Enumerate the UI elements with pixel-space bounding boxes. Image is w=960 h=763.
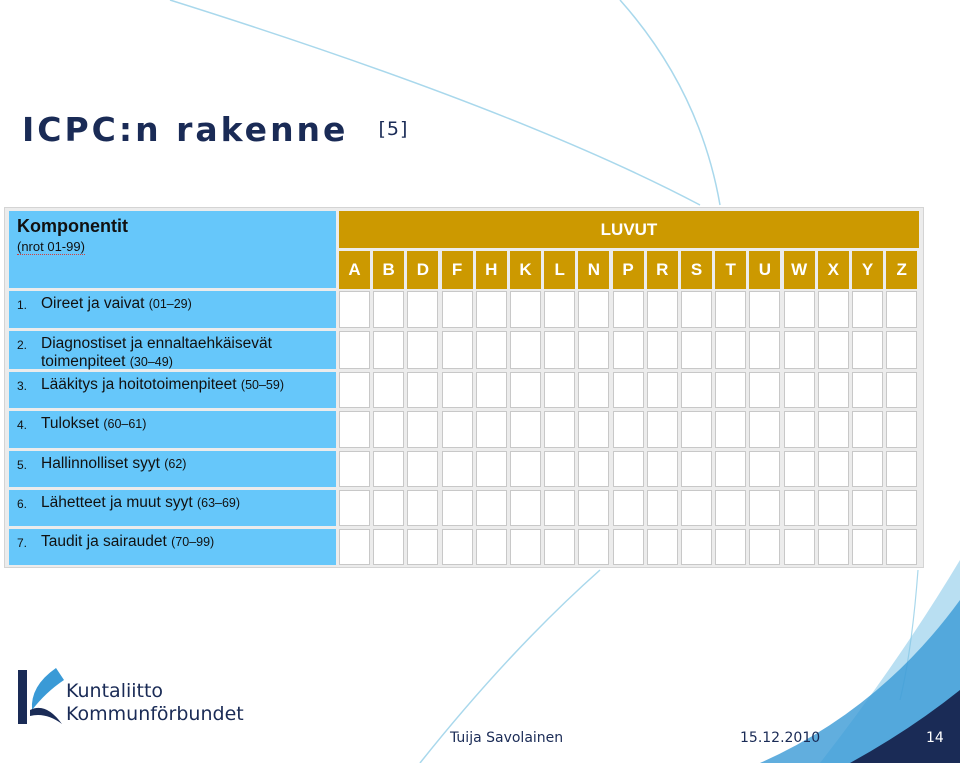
grid-cell xyxy=(749,372,780,408)
grid-cell xyxy=(544,372,575,408)
grid-cell xyxy=(339,291,370,328)
grid-cell xyxy=(715,490,746,526)
grid-cell xyxy=(339,529,370,565)
grid-cell xyxy=(476,372,507,408)
chapter-letter-r: R xyxy=(647,251,678,289)
chapter-letter-u: U xyxy=(749,251,780,289)
grid-cell xyxy=(442,291,473,328)
grid-cell xyxy=(715,529,746,565)
component-code-range: (70–99) xyxy=(171,535,215,549)
grid-cell xyxy=(407,331,438,369)
grid-cell xyxy=(749,411,780,448)
chapter-letter-z: Z xyxy=(886,251,917,289)
logo-text-line1: Kuntaliitto xyxy=(66,680,164,702)
component-label xyxy=(41,335,272,369)
grid-cell xyxy=(886,451,917,487)
grid-cell xyxy=(749,529,780,565)
grid-cell xyxy=(715,372,746,408)
grid-cell xyxy=(681,372,712,408)
grid-cell xyxy=(373,372,404,408)
component-row xyxy=(9,451,336,487)
grid-cell xyxy=(613,372,644,408)
chapter-letter-k: K xyxy=(510,251,541,289)
grid-cell xyxy=(578,529,609,565)
grid-cell xyxy=(784,372,815,408)
grid-cell xyxy=(818,411,849,448)
grid-cell xyxy=(613,291,644,328)
slide-title-text: ICPC:n rakenne xyxy=(22,110,349,149)
grid-cell xyxy=(681,291,712,328)
grid-cell xyxy=(681,490,712,526)
grid-cell xyxy=(647,490,678,526)
grid-cell xyxy=(339,411,370,448)
component-number: 2. xyxy=(17,338,28,352)
grid-cell xyxy=(544,451,575,487)
grid-cell xyxy=(852,331,883,369)
component-label xyxy=(41,494,240,526)
grid-cell xyxy=(852,291,883,328)
chapter-letter-f: F xyxy=(442,251,473,289)
component-label-line: toimenpiteet xyxy=(41,353,126,370)
component-label xyxy=(41,415,146,448)
grid-cell xyxy=(339,451,370,487)
grid-cell xyxy=(613,451,644,487)
grid-cell xyxy=(442,372,473,408)
component-row xyxy=(9,490,336,526)
grid-cell xyxy=(613,331,644,369)
grid-cell xyxy=(373,331,404,369)
grid-cell xyxy=(886,331,917,369)
grid-cell xyxy=(510,291,541,328)
grid-cell xyxy=(886,529,917,565)
grid-cell xyxy=(510,411,541,448)
grid-cell xyxy=(784,451,815,487)
grid-cell xyxy=(647,451,678,487)
component-number: 4. xyxy=(17,418,28,432)
component-code-range: (01–29) xyxy=(148,297,192,311)
grid-cell xyxy=(373,291,404,328)
logo-text-line2: Kommunförbundet xyxy=(66,703,244,725)
grid-cell xyxy=(818,490,849,526)
grid-cell xyxy=(510,331,541,369)
component-label-line: Taudit ja sairaudet xyxy=(41,533,167,550)
grid-cell xyxy=(613,411,644,448)
grid-cell xyxy=(339,490,370,526)
grid-cell xyxy=(442,331,473,369)
grid-cell xyxy=(852,451,883,487)
grid-cell xyxy=(681,529,712,565)
component-number: 5. xyxy=(17,458,28,472)
grid-cell xyxy=(715,411,746,448)
grid-cell xyxy=(647,331,678,369)
grid-cell xyxy=(715,331,746,369)
grid-cell xyxy=(407,529,438,565)
components-header-title: Komponentit xyxy=(17,216,128,236)
chapter-letter-s: S xyxy=(681,251,712,289)
grid-cell xyxy=(681,331,712,369)
component-label-line: Oireet ja vaivat xyxy=(41,295,145,312)
component-code-range: (63–69) xyxy=(196,496,241,510)
grid-cell xyxy=(544,331,575,369)
grid-cell xyxy=(886,372,917,408)
grid-cell xyxy=(852,529,883,565)
grid-cell xyxy=(476,291,507,328)
footer-date: 15.12.2010 xyxy=(740,730,821,746)
grid-cell xyxy=(510,529,541,565)
grid-cell xyxy=(476,490,507,526)
grid-cell xyxy=(749,331,780,369)
grid-cell xyxy=(647,411,678,448)
component-code-range: (62) xyxy=(164,457,187,471)
grid-cell xyxy=(818,451,849,487)
component-label xyxy=(41,455,186,487)
component-number: 6. xyxy=(17,497,28,511)
chapter-letter-x: X xyxy=(818,251,849,289)
component-code-range: (50–59) xyxy=(240,378,284,392)
grid-cell xyxy=(476,451,507,487)
grid-cell xyxy=(818,291,849,328)
chapter-letter-d: D xyxy=(407,251,438,289)
grid-cell xyxy=(442,529,473,565)
grid-cell xyxy=(578,291,609,328)
grid-cell xyxy=(749,291,780,328)
grid-cell xyxy=(373,411,404,448)
grid-cell xyxy=(578,451,609,487)
grid-cell xyxy=(784,411,815,448)
grid-cell xyxy=(544,411,575,448)
grid-cell xyxy=(373,529,404,565)
chapter-letter-w: W xyxy=(784,251,815,289)
grid-cell xyxy=(578,372,609,408)
grid-cell xyxy=(407,490,438,526)
component-number: 1. xyxy=(17,298,28,312)
component-label-line: Hallinnolliset syyt xyxy=(41,455,160,472)
grid-cell xyxy=(852,411,883,448)
grid-cell xyxy=(578,331,609,369)
chapter-letter-l: L xyxy=(544,251,575,289)
grid-cell xyxy=(373,490,404,526)
component-code-range: (60–61) xyxy=(103,417,147,431)
component-code-range: (30–49) xyxy=(129,355,173,369)
grid-cell xyxy=(681,411,712,448)
grid-cell xyxy=(510,490,541,526)
chapter-letter-y: Y xyxy=(852,251,883,289)
grid-cell xyxy=(339,372,370,408)
components-header-subtitle xyxy=(17,239,328,254)
grid-cell xyxy=(442,451,473,487)
grid-cell xyxy=(578,490,609,526)
slide-title xyxy=(22,110,408,149)
grid-cell xyxy=(647,529,678,565)
chapter-letter-t: T xyxy=(715,251,746,289)
grid-cell xyxy=(681,451,712,487)
grid-cell xyxy=(647,291,678,328)
component-label-line: Tulokset xyxy=(41,415,100,432)
component-number: 3. xyxy=(17,379,28,393)
chapter-letter-a: A xyxy=(339,251,370,289)
grid-cell xyxy=(818,331,849,369)
chapter-letter-p: P xyxy=(613,251,644,289)
grid-cell xyxy=(613,490,644,526)
component-label-line: Lähetteet ja muut syyt xyxy=(41,494,193,511)
grid-cell xyxy=(886,291,917,328)
grid-cell xyxy=(544,291,575,328)
grid-cell xyxy=(647,372,678,408)
grid-cell xyxy=(476,331,507,369)
component-row xyxy=(9,411,336,448)
component-row xyxy=(9,372,336,408)
grid-cell xyxy=(544,490,575,526)
chapter-letter-b: B xyxy=(373,251,404,289)
grid-cell xyxy=(784,331,815,369)
components-header xyxy=(9,211,336,288)
grid-cell xyxy=(407,291,438,328)
grid-cell xyxy=(715,451,746,487)
grid-cell xyxy=(749,490,780,526)
grid-cell xyxy=(476,411,507,448)
grid-cell xyxy=(442,490,473,526)
component-row xyxy=(9,529,336,565)
grid-cell xyxy=(818,372,849,408)
grid-cell xyxy=(784,490,815,526)
grid-cell xyxy=(784,291,815,328)
grid-cell xyxy=(749,451,780,487)
grid-cell xyxy=(407,411,438,448)
grid-cell xyxy=(510,372,541,408)
component-label xyxy=(41,376,284,408)
grid-cell xyxy=(544,529,575,565)
grid-cell xyxy=(852,490,883,526)
grid-cell xyxy=(613,529,644,565)
component-label xyxy=(41,533,214,565)
component-row xyxy=(9,291,336,328)
component-label-line: Lääkitys ja hoitotoimenpiteet xyxy=(41,376,237,393)
grid-cell xyxy=(784,529,815,565)
components-header-range: (nrot 01-99) xyxy=(17,239,85,254)
grid-cell xyxy=(852,372,883,408)
grid-cell xyxy=(886,490,917,526)
grid-cell xyxy=(407,451,438,487)
component-label-line: Diagnostiset ja ennaltaehkäisevät xyxy=(41,335,272,352)
component-label xyxy=(41,295,192,328)
grid-cell xyxy=(476,529,507,565)
grid-cell xyxy=(715,291,746,328)
grid-cell xyxy=(373,451,404,487)
grid-cell xyxy=(339,331,370,369)
slide-reference: [5] xyxy=(378,118,409,140)
page-number: 14 xyxy=(926,730,944,746)
component-row xyxy=(9,331,336,369)
footer-author: Tuija Savolainen xyxy=(450,730,564,746)
grid-cell xyxy=(442,411,473,448)
grid-cell xyxy=(510,451,541,487)
luvut-header: LUVUT xyxy=(339,211,919,248)
grid-cell xyxy=(407,372,438,408)
component-number: 7. xyxy=(17,536,28,550)
grid-cell xyxy=(578,411,609,448)
chapter-letter-h: H xyxy=(476,251,507,289)
grid-cell xyxy=(886,411,917,448)
chapter-letter-n: N xyxy=(578,251,609,289)
grid-cell xyxy=(818,529,849,565)
